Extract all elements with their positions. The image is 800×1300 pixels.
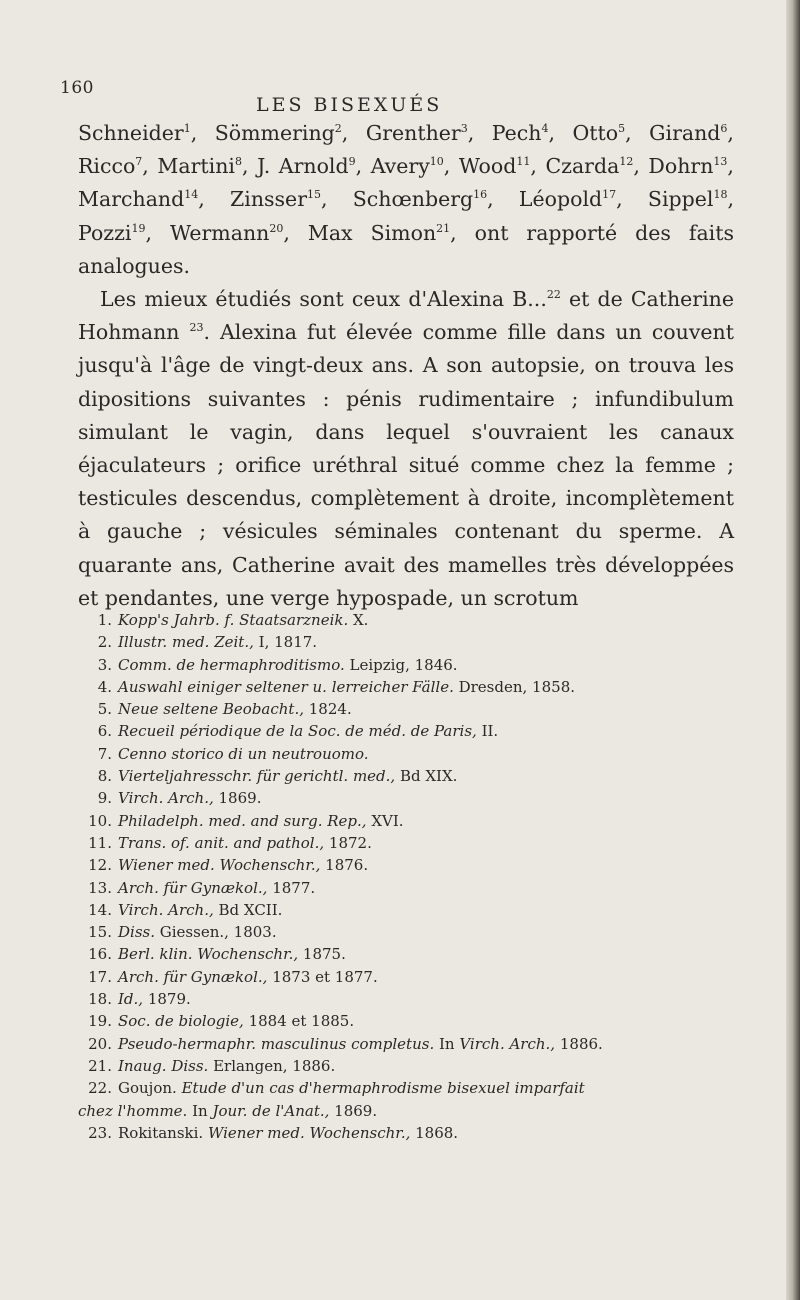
- paragraph-1-tail: ont rapporté des faits analogues.: [78, 220, 734, 278]
- footnote-number: 15.: [88, 923, 112, 942]
- footnote-details: 1875.: [298, 945, 346, 964]
- separator: ,: [142, 154, 158, 179]
- footnote-text: [118, 810, 738, 832]
- footnote-title: Wiener med. Wochenschr.,: [118, 856, 321, 875]
- footnote: [78, 988, 738, 1010]
- footnote-ref[interactable]: 8: [234, 155, 242, 169]
- author-name: Pozzi: [78, 220, 132, 245]
- separator: ,: [727, 121, 734, 145]
- footnote-journal: Virch. Arch.,: [459, 1034, 556, 1053]
- footnote-author: Rokitanski.: [118, 1123, 208, 1142]
- footnote-details: 1876.: [320, 856, 369, 875]
- footnote-year: 1869.: [329, 1101, 378, 1120]
- separator: ,: [341, 121, 366, 145]
- footnote-ref[interactable]: 18: [713, 188, 728, 202]
- footnote-details: II.: [476, 722, 499, 741]
- footnote-details: Erlangen, 1886.: [208, 1056, 336, 1075]
- footnote-details: Giessen., 1803.: [155, 923, 277, 942]
- footnote-title: Arch. für Gynækol.,: [118, 967, 268, 986]
- footnote: [78, 787, 738, 809]
- footnote-ref[interactable]: 10: [429, 155, 444, 169]
- separator: ,: [321, 187, 353, 212]
- footnote-text: [118, 921, 738, 943]
- footnote-details: 1872.: [324, 833, 372, 852]
- footnote-title: Philadelph. med. and surg. Rep.,: [118, 811, 367, 830]
- page-edge-shadow: [786, 0, 800, 1300]
- footnote: [78, 676, 738, 698]
- footnote-ref[interactable]: 22: [546, 288, 561, 302]
- footnote-journal: Jour. de l'Anat.,: [212, 1101, 330, 1120]
- footnote-number: 4.: [97, 677, 112, 696]
- footnote-ref[interactable]: 9: [348, 155, 356, 169]
- author-name: J. Arnold: [257, 154, 349, 179]
- footnote-number: 12.: [88, 856, 112, 875]
- footnote-ref[interactable]: 3: [460, 122, 468, 135]
- footnote: [78, 698, 738, 720]
- footnote-number: 13.: [88, 878, 112, 897]
- author-name: Girand: [649, 121, 721, 145]
- footnote-ref[interactable]: 7: [135, 155, 143, 169]
- footnote-text: [118, 877, 738, 899]
- footnote-number: 1.: [97, 611, 112, 629]
- footnote-number: 14.: [88, 900, 112, 919]
- footnote-details: 1873 et 1877.: [267, 967, 378, 986]
- separator: ,: [487, 187, 519, 212]
- footnote-text: [118, 698, 738, 720]
- footnote-text: [118, 1077, 738, 1099]
- footnote-number: 17.: [88, 967, 112, 986]
- author-name: Czarda: [545, 154, 620, 179]
- footnote: [78, 720, 738, 742]
- footnote-number: 16.: [88, 945, 112, 964]
- author-name: Marchand: [78, 187, 185, 212]
- footnote-title: Diss.: [118, 923, 155, 942]
- footnote-title: Auswahl einiger seltener u. lerreicher Fälle.: [118, 677, 454, 696]
- footnote-ref[interactable]: 14: [184, 188, 199, 202]
- footnote-title: Kopp's Jahrb. f. Staatsarzneik.: [118, 611, 349, 629]
- footnote: [78, 1077, 738, 1099]
- footnote: [78, 854, 738, 876]
- author-name: Wermann: [169, 220, 270, 245]
- page-number: 160: [60, 78, 94, 98]
- footnote-number: 3.: [97, 655, 112, 674]
- footnote-details: Dresden, 1858.: [453, 677, 576, 696]
- footnotes: [78, 609, 738, 1144]
- footnote: [78, 743, 738, 765]
- footnote-details: In: [434, 1034, 460, 1053]
- footnote-title-continued: chez l'homme.: [78, 1101, 188, 1120]
- footnote-details: I, 1817.: [253, 633, 318, 652]
- footnote-text: [118, 1055, 738, 1077]
- footnote-text: [118, 631, 738, 653]
- author-name: Zinsser: [230, 187, 307, 212]
- footnote-title: Wiener med. Wochenschr.,: [207, 1123, 411, 1142]
- footnote-details: 1879.: [143, 990, 191, 1009]
- footnote-number: 21.: [88, 1056, 112, 1075]
- footnote-ref[interactable]: 19: [131, 221, 146, 235]
- footnote-title: Cenno storico di un neutrouomo.: [118, 744, 369, 763]
- footnote: [78, 1122, 738, 1144]
- separator: ,: [145, 220, 170, 245]
- footnote-number: 23.: [88, 1123, 112, 1142]
- footnote: [78, 631, 738, 653]
- footnote-details: 1824.: [304, 700, 352, 719]
- footnote-ref[interactable]: 21: [436, 221, 451, 235]
- footnote-ref[interactable]: 20: [269, 221, 284, 235]
- footnote-text: [118, 832, 738, 854]
- footnote-ref[interactable]: 11: [516, 155, 531, 169]
- author-name: Martini: [157, 154, 235, 179]
- separator: ,: [190, 121, 215, 145]
- footnote-continuation-text: [78, 1102, 377, 1120]
- footnote-title: Comm. de hermaphroditismo.: [118, 655, 345, 674]
- footnote-ref[interactable]: 23: [189, 321, 204, 335]
- footnote-ref[interactable]: 16: [473, 188, 488, 202]
- footnote-title: Illustr. med. Zeit.,: [118, 633, 254, 652]
- footnote-number: 19.: [88, 1012, 112, 1031]
- footnote-title: Inaug. Diss.: [118, 1056, 209, 1075]
- footnote: [78, 654, 738, 676]
- footnote-number: 11.: [88, 833, 112, 852]
- author-name: Otto: [572, 121, 619, 145]
- footnote-ref[interactable]: 13: [713, 155, 728, 169]
- footnote-number: 22.: [88, 1079, 112, 1098]
- footnote-author: Goujon.: [118, 1079, 182, 1098]
- author-name: Léopold: [518, 187, 603, 212]
- footnote: [78, 877, 738, 899]
- separator: ,: [548, 121, 573, 145]
- footnote-text: [118, 743, 738, 765]
- author-name: Ricco: [78, 154, 136, 179]
- footnote-text: [118, 720, 738, 742]
- footnote: [78, 921, 738, 943]
- footnote-text: [118, 765, 738, 787]
- separator: ,: [633, 154, 649, 179]
- footnote-ref[interactable]: 4: [541, 122, 549, 135]
- footnote-title: Arch. für Gynækol.,: [118, 878, 268, 897]
- author-name: Dohrn: [648, 154, 714, 179]
- separator: ,: [443, 154, 459, 179]
- footnote-in: In: [187, 1101, 213, 1120]
- author-name: Max Simon: [307, 220, 437, 245]
- footnote-title: Etude d'un cas d'hermaphrodisme bisexuel imparfait: [181, 1079, 585, 1098]
- footnote-text: [118, 966, 738, 988]
- footnote: [78, 832, 738, 854]
- footnote: [78, 899, 738, 921]
- paragraph-1: [78, 117, 734, 283]
- footnote-details: 1884 et 1885.: [243, 1012, 355, 1031]
- footnote-details: 1869.: [213, 789, 262, 808]
- author-name: Sömmering: [214, 121, 335, 145]
- separator: ,: [625, 121, 650, 145]
- author-name: Wood: [458, 154, 517, 179]
- author-name: Schœnberg: [352, 187, 474, 212]
- footnote-text: [118, 787, 738, 809]
- footnote-details: Bd XCII.: [213, 900, 283, 919]
- footnote-text: [118, 943, 738, 965]
- footnote-ref[interactable]: 1: [183, 122, 191, 135]
- footnote: [78, 966, 738, 988]
- paragraph-2-intro: Les mieux étudiés sont ceux d'Alexina B...: [100, 287, 547, 312]
- paragraph-2: [78, 283, 734, 615]
- separator: ,: [467, 121, 492, 145]
- author-name: Grenther: [365, 121, 461, 145]
- footnote-title: Pseudo-hermaphr. masculinus completus.: [118, 1034, 435, 1053]
- footnote: [78, 810, 738, 832]
- footnote-number: 20.: [88, 1034, 112, 1053]
- footnote-text: [118, 654, 738, 676]
- footnote-ref[interactable]: 12: [619, 155, 634, 169]
- footnote: [78, 1055, 738, 1077]
- footnote-ref[interactable]: 15: [307, 188, 321, 202]
- footnote-number: 9.: [97, 789, 112, 808]
- footnote-text: [118, 609, 738, 631]
- footnote-number: 6.: [97, 722, 112, 741]
- footnote-number: 10.: [88, 811, 112, 830]
- footnote-title: Id.,: [118, 990, 144, 1009]
- separator: ,: [530, 154, 546, 179]
- footnote-text: [118, 676, 738, 698]
- separator: ,: [241, 154, 258, 179]
- footnote-details: XVI.: [366, 811, 404, 830]
- footnote-text: [118, 899, 738, 921]
- footnote-year: 1886.: [555, 1034, 603, 1053]
- author-name: Pech: [491, 121, 542, 145]
- footnote-text: [118, 854, 738, 876]
- footnote-title: Recueil périodique de la Soc. de méd. de Paris,: [118, 722, 477, 741]
- footnote-text: [118, 1010, 738, 1032]
- footnote-text: [118, 988, 738, 1010]
- footnote-details: 1877.: [267, 878, 316, 897]
- separator: ,: [727, 187, 734, 212]
- footnote-title: Soc. de biologie,: [118, 1012, 244, 1031]
- separator: ,: [198, 187, 231, 212]
- footnote: [78, 943, 738, 965]
- footnote-ref[interactable]: 2: [334, 122, 342, 135]
- footnote-number: 7.: [97, 744, 112, 763]
- running-title: LES BISEXUÉS: [256, 94, 443, 116]
- footnote-ref[interactable]: 17: [602, 188, 617, 202]
- footnote-details: Leipzig, 1846.: [344, 655, 458, 674]
- footnote-number: 5.: [97, 700, 112, 719]
- footnote-number: 18.: [88, 990, 112, 1009]
- footnote-title: Virch. Arch.,: [118, 789, 214, 808]
- footnote: [78, 765, 738, 787]
- footnote-details: 1868.: [410, 1123, 459, 1142]
- separator: ,: [355, 154, 371, 179]
- footnote-title: Berl. klin. Wochenschr.,: [118, 945, 299, 964]
- footnote-number: 8.: [97, 767, 112, 786]
- author-name: Sippel: [647, 187, 714, 212]
- footnote-continuation: [78, 1100, 738, 1122]
- body-text: [78, 117, 734, 615]
- footnote-title: Vierteljahresschr. für gerichtl. med.,: [118, 767, 396, 786]
- separator: ,: [727, 154, 734, 179]
- footnote-title: Neue seltene Beobacht.,: [118, 700, 304, 719]
- footnote-number: 2.: [97, 633, 112, 652]
- footnote-text: [118, 1122, 738, 1144]
- footnote: [78, 1010, 738, 1032]
- footnote: [78, 609, 738, 631]
- footnote-text: [118, 1033, 738, 1055]
- footnote: [78, 1033, 738, 1055]
- paragraph-2-mid: et de Catherine Hohmann: [78, 287, 734, 345]
- author-name: Avery: [370, 154, 430, 179]
- footnote-ref[interactable]: 6: [720, 122, 728, 135]
- paragraph-2-rest: . Alexina fut élevée comme fille dans un couvent jusqu'à l'âge de vingt-deux ans. A son autopsie, on trouva les dipositions suivantes : pénis rudimentaire ; infundibulum simulant le vagin, dans lequel s'ouvraient les canaux éjaculateurs ; orifice uréthral situé comme chez la femme ; testicules descendus, complètement à droite, incomplètement à gauche ; vésicules séminales contenant du sperme. A quarante ans, Catherine avait des mamelles très développées et pendantes, une verge hypospade, un scrotum: [78, 320, 735, 610]
- author-name: Schneider: [78, 121, 184, 145]
- separator: ,: [450, 220, 475, 245]
- separator: ,: [283, 220, 308, 245]
- separator: ,: [616, 187, 648, 212]
- footnote-title: Virch. Arch.,: [118, 900, 214, 919]
- footnote-ref[interactable]: 5: [618, 122, 626, 135]
- footnote-details: X.: [348, 611, 369, 629]
- footnote-title: Trans. of. anit. and pathol.,: [118, 833, 325, 852]
- footnote-details: Bd XIX.: [395, 767, 458, 786]
